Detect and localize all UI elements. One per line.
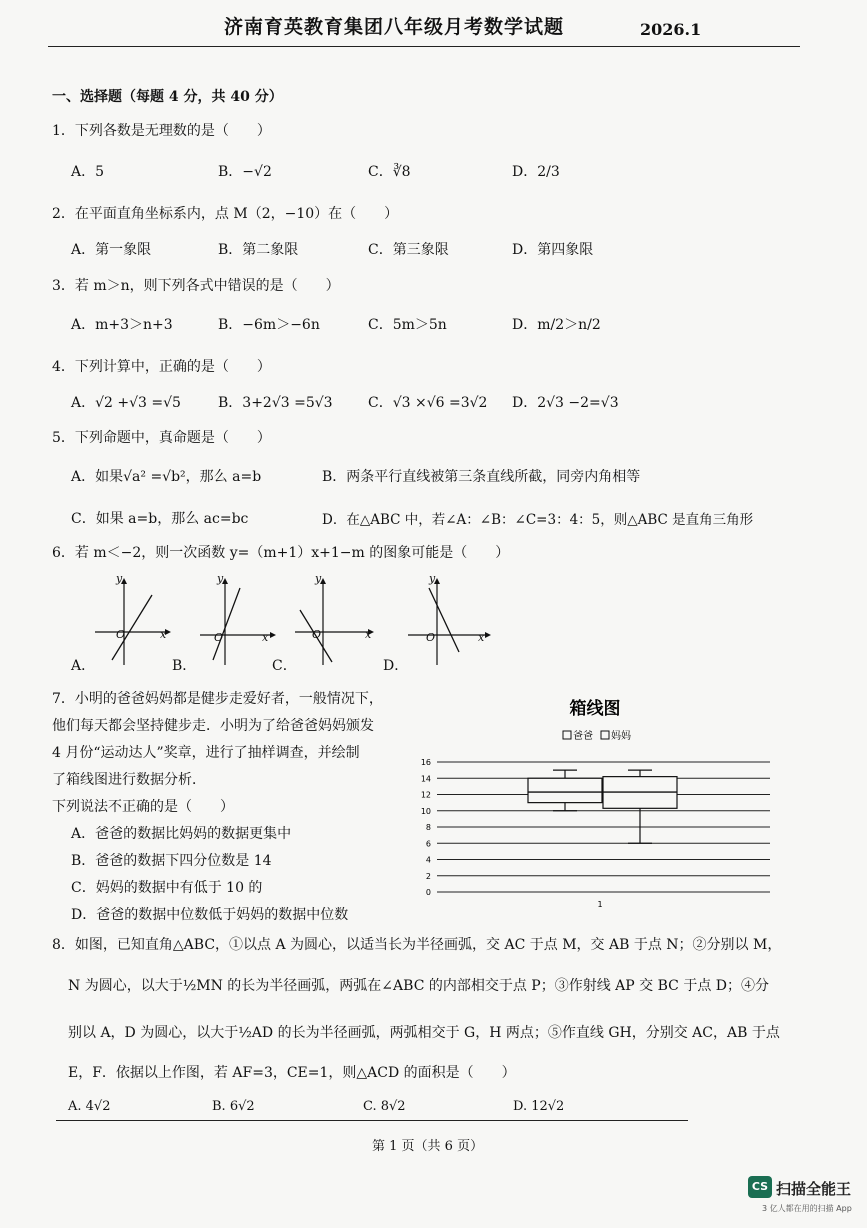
option-d: D．m/2＞n/2 bbox=[512, 317, 601, 333]
axis-x-label: x bbox=[365, 628, 372, 641]
option-c: C．5m＞5n bbox=[368, 317, 447, 333]
option-d: D．2/3 bbox=[512, 164, 560, 180]
question-stem: 4．下列计算中，正确的是（ ） bbox=[52, 359, 271, 375]
question-stem: 3．若 m＞n，则下列各式中错误的是（ ） bbox=[52, 278, 340, 294]
cs-logo-icon: CS bbox=[748, 1176, 772, 1198]
y-tick-label: 2 bbox=[425, 871, 431, 881]
question-stem: 1．下列各数是无理数的是（ ） bbox=[52, 123, 271, 139]
question-line: 他们每天都会坚持健步走．小明为了给爸爸妈妈颁发 bbox=[52, 718, 374, 734]
x-axis-label: 1 bbox=[597, 900, 603, 909]
origin-label: O bbox=[214, 631, 224, 644]
option-a: A．m+3＞n+3 bbox=[71, 317, 173, 333]
question-line: E，F．依据以上作图，若 AF=3，CE=1，则△ACD 的面积是（ ） bbox=[68, 1065, 516, 1081]
option-b: B．3+2√3 =5√3 bbox=[218, 395, 333, 411]
legend-swatch-mom bbox=[601, 731, 609, 739]
graph-d bbox=[403, 570, 493, 670]
box-plot-svg bbox=[415, 688, 780, 920]
axis-y-label: y bbox=[116, 572, 123, 585]
option-a: A．5 bbox=[71, 164, 105, 180]
box-dad bbox=[528, 770, 602, 811]
question-stem: 2．在平面直角坐标系内，点 M（2，−10）在（ ） bbox=[52, 206, 399, 222]
footer-divider bbox=[56, 1120, 688, 1121]
box-plot-chart bbox=[415, 688, 780, 920]
question-line: 4 月份“运动达人”奖章，进行了抽样调查，并绘制 bbox=[52, 745, 360, 761]
question-stem: 6．若 m＜−2，则一次函数 y=（m+1）x+1−m 的图象可能是（ ） bbox=[52, 545, 510, 561]
legend-label-mom: 妈妈 bbox=[611, 731, 631, 742]
option-d: D． bbox=[383, 658, 409, 674]
iqr-box bbox=[528, 778, 602, 802]
option-a: A． bbox=[71, 658, 96, 674]
question-line: 别以 A，D 为圆心，以大于½AD 的长为半径画弧，两弧相交于 G，H 两点；⑤作直线 GH，分别交 AC，AB 于点 bbox=[68, 1025, 780, 1041]
option-d: D．2√3 −2=√3 bbox=[512, 395, 619, 411]
question-stem: 5．下列命题中，真命题是（ ） bbox=[52, 430, 271, 446]
scanner-app-name: 扫描全能王 bbox=[776, 1180, 852, 1198]
option-c: C． bbox=[272, 658, 297, 674]
legend-label-dad: 爸爸 bbox=[573, 731, 593, 742]
option-b: B．第二象限 bbox=[218, 242, 299, 258]
option-a: A．爸爸的数据比妈妈的数据更集中 bbox=[71, 826, 292, 842]
section-heading: 一、选择题（每题 4 分，共 40 分） bbox=[52, 89, 283, 105]
axis-x-label: x bbox=[160, 628, 167, 641]
question-line: N 为圆心，以大于½MN 的长为半径画弧，两弧在∠ABC 的内部相交于点 P；③作射线 AP 交 BC 于点 D；④分 bbox=[68, 978, 769, 994]
option-c: C．∛8 bbox=[368, 164, 411, 180]
origin-label: O bbox=[312, 628, 322, 641]
origin-label: O bbox=[426, 631, 436, 644]
option-a: A．√2 +√3 =√5 bbox=[71, 395, 181, 411]
y-tick-label: 6 bbox=[425, 839, 431, 849]
y-tick-label: 10 bbox=[420, 806, 431, 816]
y-tick-label: 14 bbox=[420, 774, 431, 784]
option-d: D. 12√2 bbox=[513, 1099, 565, 1114]
scanner-tagline: 3 亿人都在用的扫描 App bbox=[762, 1204, 852, 1213]
option-c: C．妈妈的数据中有低于 10 的 bbox=[71, 880, 263, 896]
option-b: B. 6√2 bbox=[212, 1099, 255, 1114]
header-divider bbox=[48, 46, 800, 47]
option-c: C．√3 ×√6 =3√2 bbox=[368, 395, 488, 411]
chart-title: 箱线图 bbox=[569, 699, 621, 719]
option-d: D．第四象限 bbox=[512, 242, 594, 258]
option-c: C. 8√2 bbox=[363, 1099, 406, 1114]
graph-c bbox=[290, 570, 380, 670]
axis-y-label: y bbox=[429, 572, 436, 585]
question-line: 8．如图，已知直角△ABC，①以点 A 为圆心，以适当长为半径画弧，交 AC 于点 M，交 AB 于点 N；②分别以 M， bbox=[52, 937, 782, 953]
exam-date: 2026.1 bbox=[640, 20, 702, 39]
axis-x-label: x bbox=[262, 631, 269, 644]
y-tick-label: 16 bbox=[420, 758, 431, 767]
y-tick-label: 0 bbox=[425, 888, 431, 897]
graph-a bbox=[90, 570, 180, 670]
option-b: B．−6m＞−6n bbox=[218, 317, 320, 333]
option-c: C．第三象限 bbox=[368, 242, 449, 258]
option-d: D．在△ABC 中，若∠A：∠B：∠C=3：4：5，则△ABC 是直角三角形 bbox=[322, 512, 754, 528]
option-a: A. 4√2 bbox=[68, 1099, 111, 1114]
option-b: B．爸爸的数据下四分位数是 14 bbox=[71, 853, 272, 869]
option-d: D．爸爸的数据中位数低于妈妈的数据中位数 bbox=[71, 907, 349, 923]
y-tick-label: 4 bbox=[425, 855, 431, 865]
y-tick-label: 12 bbox=[420, 790, 431, 800]
y-tick-label: 8 bbox=[425, 823, 431, 832]
origin-label: O bbox=[116, 628, 126, 641]
option-b: B．−√2 bbox=[218, 164, 272, 180]
question-line: 了箱线图进行数据分析． bbox=[52, 772, 206, 788]
chart-boxes bbox=[528, 770, 677, 843]
axis-x-label: x bbox=[478, 631, 485, 644]
axis-y-label: y bbox=[315, 572, 322, 585]
legend-swatch-dad bbox=[563, 731, 571, 739]
exam-title: 济南育英教育集团八年级月考数学试题 bbox=[224, 16, 565, 38]
option-b: B．两条平行直线被第三条直线所截，同旁内角相等 bbox=[322, 469, 641, 485]
option-b: B． bbox=[172, 658, 197, 674]
box-mom bbox=[603, 770, 677, 843]
option-c: C．如果 a=b，那么 ac=bc bbox=[71, 511, 249, 527]
axis-y-label: y bbox=[217, 572, 224, 585]
question-line: 7．小明的爸爸妈妈都是健步走爱好者，一般情况下， bbox=[52, 691, 383, 707]
option-a: A．第一象限 bbox=[71, 242, 152, 258]
page-number: 第 1 页（共 6 页） bbox=[372, 1139, 484, 1154]
option-a: A．如果√a² =√b²，那么 a=b bbox=[71, 469, 262, 485]
question-line: 下列说法不正确的是（ ） bbox=[52, 799, 234, 815]
